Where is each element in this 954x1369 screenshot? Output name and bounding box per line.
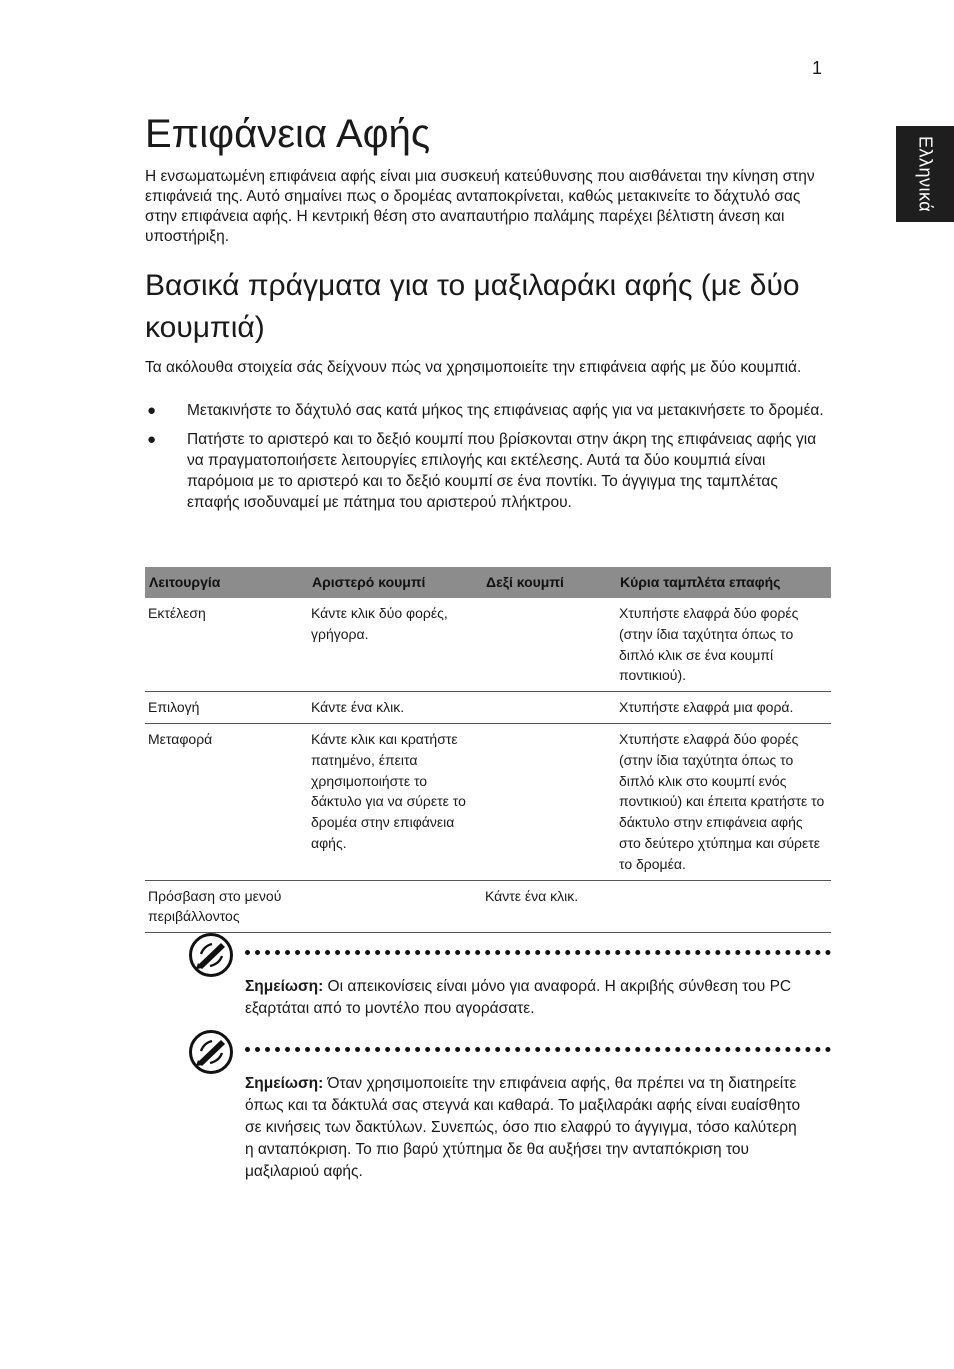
table-row [145, 598, 831, 692]
note-pencil-icon [188, 1029, 234, 1075]
table-cell: Μεταφορά [145, 723, 308, 880]
table-cell: Κάντε ένα κλικ. [482, 880, 616, 933]
table-row [145, 880, 831, 933]
table-header-row [145, 567, 831, 598]
table-row [145, 723, 831, 880]
note-text [245, 1073, 805, 1183]
note-label: Σημείωση: [245, 978, 324, 995]
table-cell: Επιλογή [145, 692, 308, 724]
bullet-dot-icon: ● [147, 431, 157, 448]
table-cell: Εκτέλεση [145, 598, 308, 692]
note-body: Όταν χρησιμοποιείτε την επιφάνεια αφής, θα πρέπει να τη διατηρείτε όπως και τα δάκτυλά σας στεγνά και καθαρά. Το μαξιλαράκι αφής είναι ευαίσθητο σε κινήσεις των δακτύλων. Συνεπώς, όσο πιο ελαφρύ το άγγιγμα, τόσο καλύτερη η ανταπόκριση. Το πιο βαρύ χτύπημα δε θα αυξήσει την ανταπόκριση του μαξιλαριού αφής. [245, 1075, 801, 1180]
section-title: Βασικά πράγματα για το μαξιλαράκι αφής (με δύο κουμπιά) [145, 269, 800, 344]
table-cell [482, 723, 616, 880]
language-tab [896, 126, 954, 222]
table-cell [616, 880, 831, 933]
bullet-dot-icon: ● [147, 402, 157, 419]
table-cell [482, 598, 616, 692]
table-cell: Κάντε ένα κλικ. [308, 692, 482, 724]
table-cell: Κάντε κλικ δύο φορές, γρήγορα. [308, 598, 482, 692]
note-dotted-divider [245, 950, 831, 955]
bullet-item [145, 400, 830, 421]
table-row [145, 692, 831, 724]
page-number: 1 [812, 58, 823, 78]
function-table [145, 567, 831, 933]
header-touchpad: Κύρια ταμπλέτα επαφής [616, 567, 831, 598]
bullet-text: Μετακινήστε το δάχτυλό σας κατά μήκος της επιφάνειας αφής για να μετακινήσετε το δρομέα. [187, 402, 824, 419]
header-function: Λειτουργία [145, 567, 308, 598]
page-title: Επιφάνεια Αφής [145, 112, 431, 156]
table-cell [308, 880, 482, 933]
table-cell: Πρόσβαση στο μενού περιβάλλοντος [145, 880, 308, 933]
note-body: Οι απεικονίσεις είναι μόνο για αναφορά. Η ακριβής σύνθεση του PC εξαρτάται από το μοντέλο που αγοράσατε. [245, 978, 792, 1017]
table-cell: Χτυπήστε ελαφρά δύο φορές (στην ίδια ταχύτητα όπως το διπλό κλικ σε ένα κουμπί ποντικιού). [616, 598, 831, 692]
table-cell [482, 692, 616, 724]
note-label: Σημείωση: [245, 1075, 324, 1092]
table-cell: Χτυπήστε ελαφρά δύο φορές (στην ίδια ταχύτητα όπως το διπλό κλικ στο κουμπί ενός ποντικιού) και έπειτα κρατήστε το δάκτυλο στην επιφάνεια αφής στο δεύτερο χτύπημα και σύρετε το δρομέα. [616, 723, 831, 880]
intro-paragraph: Η ενσωματωμένη επιφάνεια αφής είναι μια συσκευή κατεύθυνσης που αισθάνεται την κίνηση στην επιφάνειά της. Αυτό σημαίνει πως ο δρομέας ανταποκρίνεται, καθώς μετακινείτε το δάχτυλό σας στην επιφάνεια αφής. Η κεντρική θέση στο αναπαυτήριο παλάμης παρέχει βέλτιστη άνεση και υποστήριξη. [145, 168, 815, 245]
bullet-text: Πατήστε το αριστερό και το δεξιό κουμπί που βρίσκονται στην άκρη της επιφάνειας αφής για να πραγματοποιήσετε λειτουργίες επιλογής και εκτέλεσης. Αυτά τα δύο κουμπιά είναι παρόμοια με το αριστερό και το δεξιό κουμπί σε ένα ποντίκι. Το άγγιγμα της ταμπλέτας επαφής ισοδυναμεί με πάτημα του αριστερού πλήκτρου. [187, 431, 817, 511]
note-dotted-divider [245, 1047, 831, 1052]
lead-paragraph: Τα ακόλουθα στοιχεία σάς δείχνουν πώς να χρησιμοποιείτε την επιφάνεια αφής με δύο κουμπιά. [145, 359, 802, 376]
header-left-button: Αριστερό κουμπί [308, 567, 482, 598]
bullet-list [145, 400, 830, 521]
table-cell: Χτυπήστε ελαφρά μια φορά. [616, 692, 831, 724]
bullet-item [145, 429, 830, 513]
table-cell: Κάντε κλικ και κρατήστε πατημένο, έπειτα χρησιμοποιήστε το δάκτυλο για να σύρετε το δρομέα στην επιφάνεια αφής. [308, 723, 482, 880]
language-tab-label: Ελληνικά [915, 135, 936, 213]
header-right-button: Δεξί κουμπί [482, 567, 616, 598]
note-pencil-icon [188, 932, 234, 978]
note-text [245, 976, 805, 1020]
